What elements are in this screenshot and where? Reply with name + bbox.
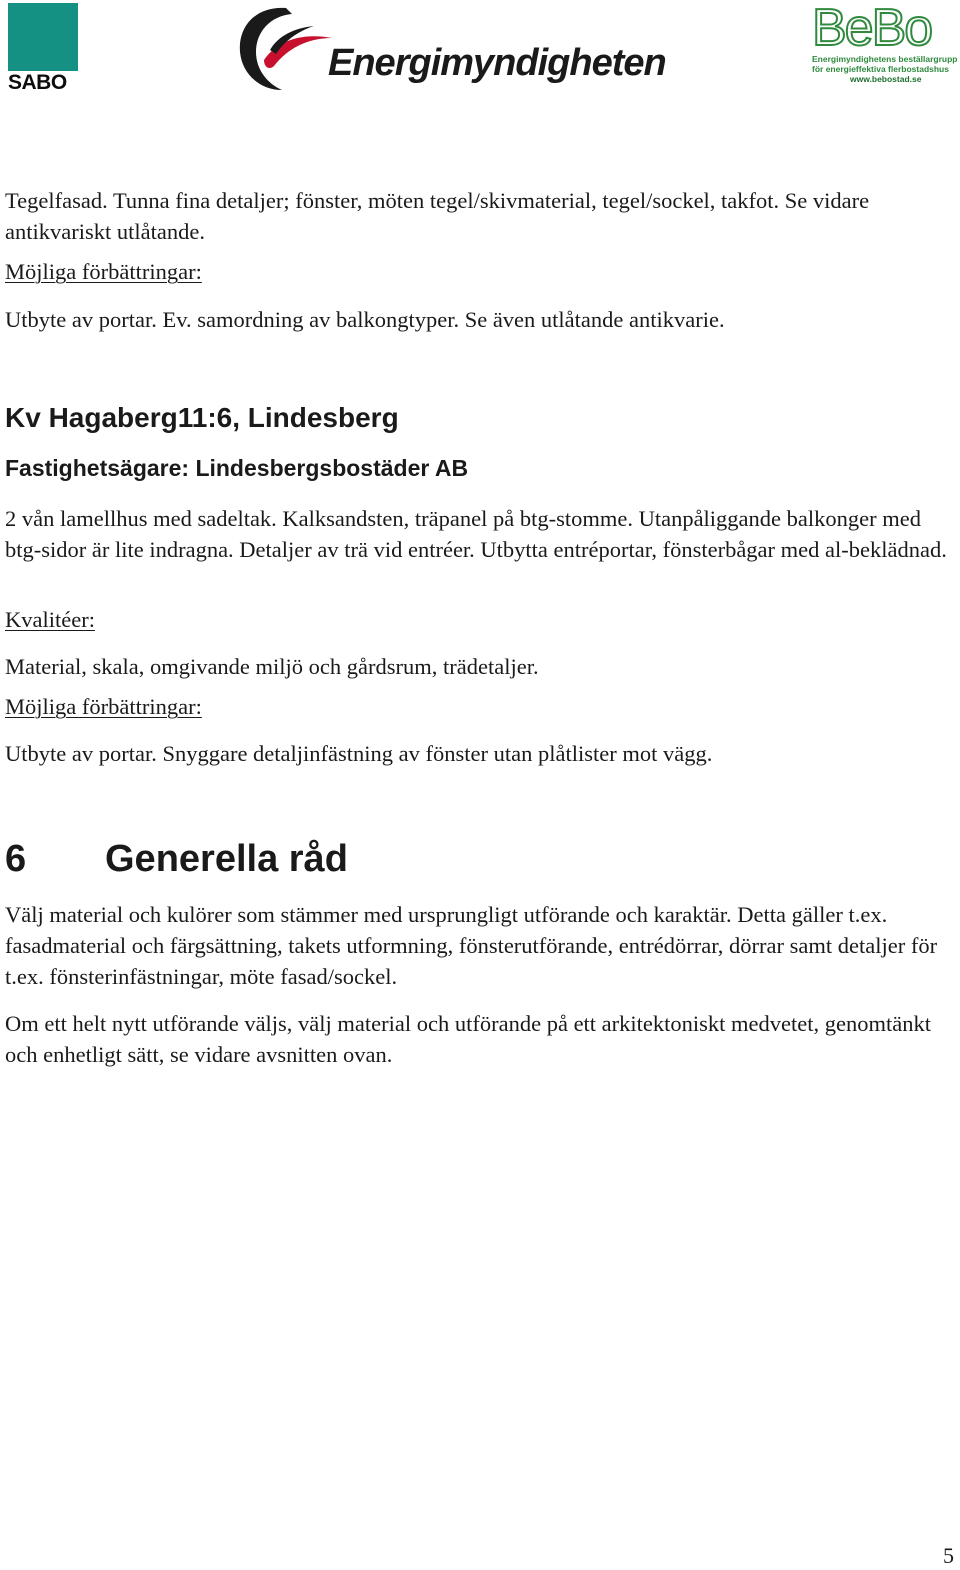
improvements-label: Möjliga förbättringar: — [5, 694, 202, 719]
sabo-logo-text: SABO — [8, 71, 67, 94]
building-description: 2 vån lamellhus med sadeltak. Kalksandsten, träpanel på btg-stomme. Utanpåliggande balkonger med btg-sidor är lite indragna. Detaljer av trä vid entréer. Utbytta entréportar, fönsterbågar med al-beklädnad. — [5, 506, 947, 562]
bebo-logo-word: BeBo — [812, 0, 932, 57]
improvements-text: Utbyte av portar. Snyggare detaljinfästning av fönster utan plåtlister mot vägg. — [5, 741, 713, 766]
owner-heading: Fastighetsägare: Lindesbergsbostäder AB — [5, 455, 469, 481]
facade-paragraph: Tegelfasad. Tunna fina detaljer; fönster, möten tegel/skivmaterial, tegel/sockel, takfot. Se vidare antikvariskt utlåtande. — [5, 188, 870, 244]
energimyndigheten-logo — [234, 2, 666, 94]
page-number: 5 — [943, 1543, 954, 1568]
section-title: Kv Hagaberg11:6, Lindesberg — [5, 402, 399, 433]
chapter-title: Generella råd — [105, 838, 348, 880]
chapter-number: 6 — [5, 838, 27, 880]
qualities-label: Kvalitéer: — [5, 607, 95, 632]
energimyndigheten-logo-text: Energimyndigheten — [328, 42, 666, 84]
bebo-logo-tagline: för energieffektiva flerbostadshus — [812, 64, 949, 74]
energimyndigheten-swoosh-icon — [234, 2, 334, 94]
advice-paragraph: Välj material och kulörer som stämmer med ursprungligt utförande och karaktär. Detta gäller t.ex. fasadmaterial och färgsättning, takets utformning, fönsterutförande, entrédörrar, dörrar samt detaljer för t.ex. fönsterinfästningar, möte fasad/sockel. — [5, 902, 938, 989]
bebo-logo — [812, 2, 957, 94]
sabo-logo — [8, 3, 78, 93]
improvements-text: Utbyte av portar. Ev. samordning av balkongtyper. Se även utlåtande antikvarie. — [5, 307, 725, 332]
improvements-label: Möjliga förbättringar: — [5, 259, 202, 284]
chapter-heading — [5, 838, 348, 881]
bebo-logo-url: www.bebostad.se — [850, 74, 922, 84]
advice-paragraph: Om ett helt nytt utförande väljs, välj material och utförande på ett arkitektoniskt medvetet, genomtänkt och enhetligt sätt, se vidare avsnitten ovan. — [5, 1011, 931, 1067]
sabo-logo-square — [8, 3, 78, 71]
qualities-text: Material, skala, omgivande miljö och gårdsrum, trädetaljer. — [5, 654, 539, 679]
bebo-logo-tagline: Energimyndighetens beställargrupp — [812, 54, 958, 64]
